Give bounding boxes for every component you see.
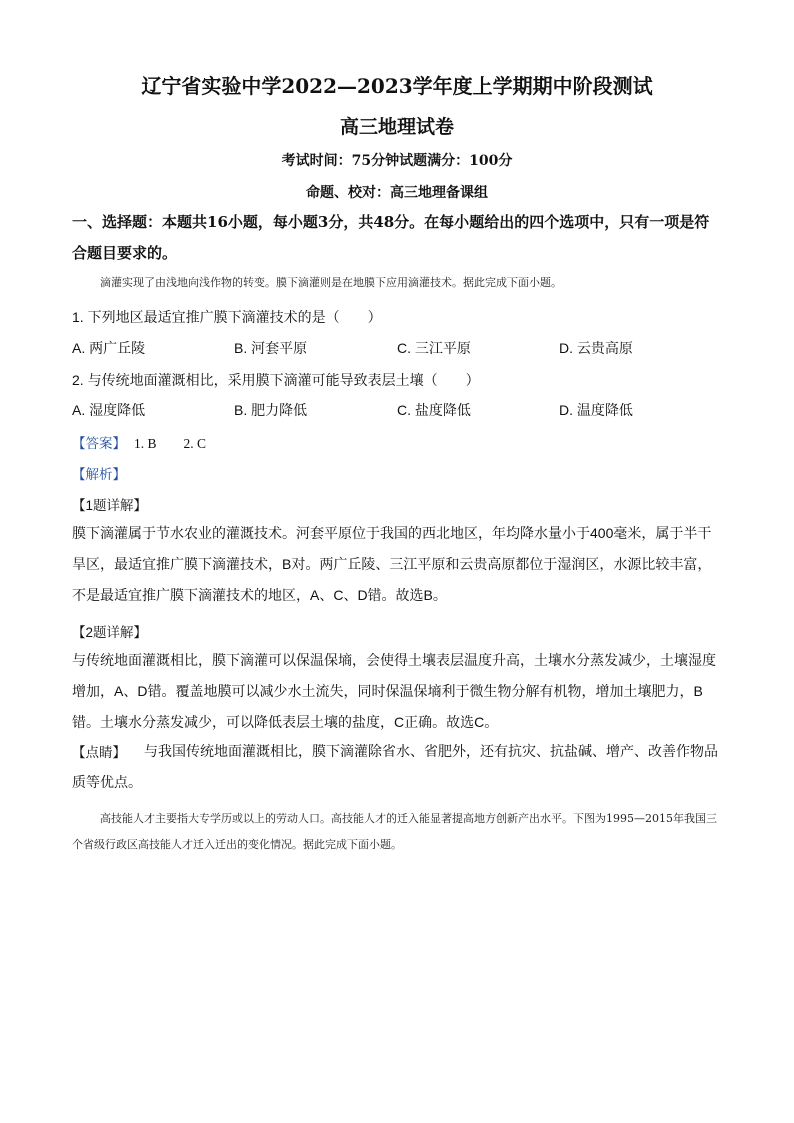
exam-authors: 命题、校对：高三地理备课组 (306, 185, 488, 201)
note-label: 【点睛】 (72, 745, 126, 760)
detail-1-text: 膜下滴灌属于节水农业的灌溉技术。河套平原位于我国的西北地区，年均降水量小于400毫米，属于半干旱区，最适宜推广膜下滴灌技术，B对。两广丘陵、三江平原和云贵高原都位于湿润区，水源比较丰富，不是最适宜推广膜下滴灌技术的地区，A、C、D错。故选B。 (72, 525, 712, 603)
q2-option-d: D. 温度降低 (559, 402, 633, 418)
q1-option-c: C. 三江平原 (397, 340, 471, 356)
q1-option-d: D. 云贵高原 (559, 340, 633, 356)
section-heading: 一、选择题：本题共16小题，每小题3分，共48分。在每小题给出的四个选项中，只有一项是符合题目要求的。 (72, 213, 710, 262)
q2-option-b: B. 肥力降低 (234, 402, 308, 418)
answer-value: 1. B 2. C (134, 436, 207, 451)
answer-line (72, 432, 206, 452)
q2-option-c: C. 盐度降低 (397, 402, 471, 418)
material-passage-1: 滴灌实现了由浅地向浅作物的转变。膜下滴灌则是在地膜下应用滴灌技术。据此完成下面小题。 (100, 276, 562, 289)
q1-option-b: B. 河套平原 (234, 340, 308, 356)
exam-subtitle: 高三地理试卷 (339, 116, 454, 138)
note-text: 与我国传统地面灌溉相比，膜下滴灌除省水、省肥外，还有抗灾、抗盐碱、增产、改善作物品质等优点。 (72, 743, 718, 790)
analysis-label: 【解析】 (72, 467, 126, 482)
answer-label: 【答案】 (72, 436, 126, 451)
material-passage-2: 高技能人才主要指大专学历或以上的劳动人口。高技能人才的迁入能显著提高地方创新产出水平。下图为1995—2015年我国三个省级行政区高技能人才迁入迁出的变化情况。据此完成下面小题。 (72, 812, 717, 851)
detail-2-label: 【2题详解】 (72, 625, 148, 640)
question-2-stem: 2. 与传统地面灌溉相比，采用膜下滴灌可能导致表层土壤（ ） (72, 372, 480, 388)
question-1-stem: 1. 下列地区最适宜推广膜下滴灌技术的是（ ） (72, 309, 382, 325)
q2-option-a: A. 湿度降低 (72, 402, 146, 418)
detail-1-label: 【1题详解】 (72, 498, 148, 513)
exam-title: 辽宁省实验中学2022—2023学年度上学期期中阶段测试 (141, 74, 653, 98)
detail-2-text: 与传统地面灌溉相比，膜下滴灌可以保温保墒，会使得土壤表层温度升高，土壤水分蒸发减少，土壤湿度增加，A、D错。覆盖地膜可以减少水土流失，同时保温保墒利于微生物分解有机物，增加土壤肥力，B错。土壤水分蒸发减少，可以降低表层土壤的盐度，C正确。故选C。 (72, 652, 716, 730)
q1-option-a: A. 两广丘陵 (72, 340, 146, 356)
exam-info: 考试时间：75分钟试题满分：100分 (281, 153, 513, 169)
